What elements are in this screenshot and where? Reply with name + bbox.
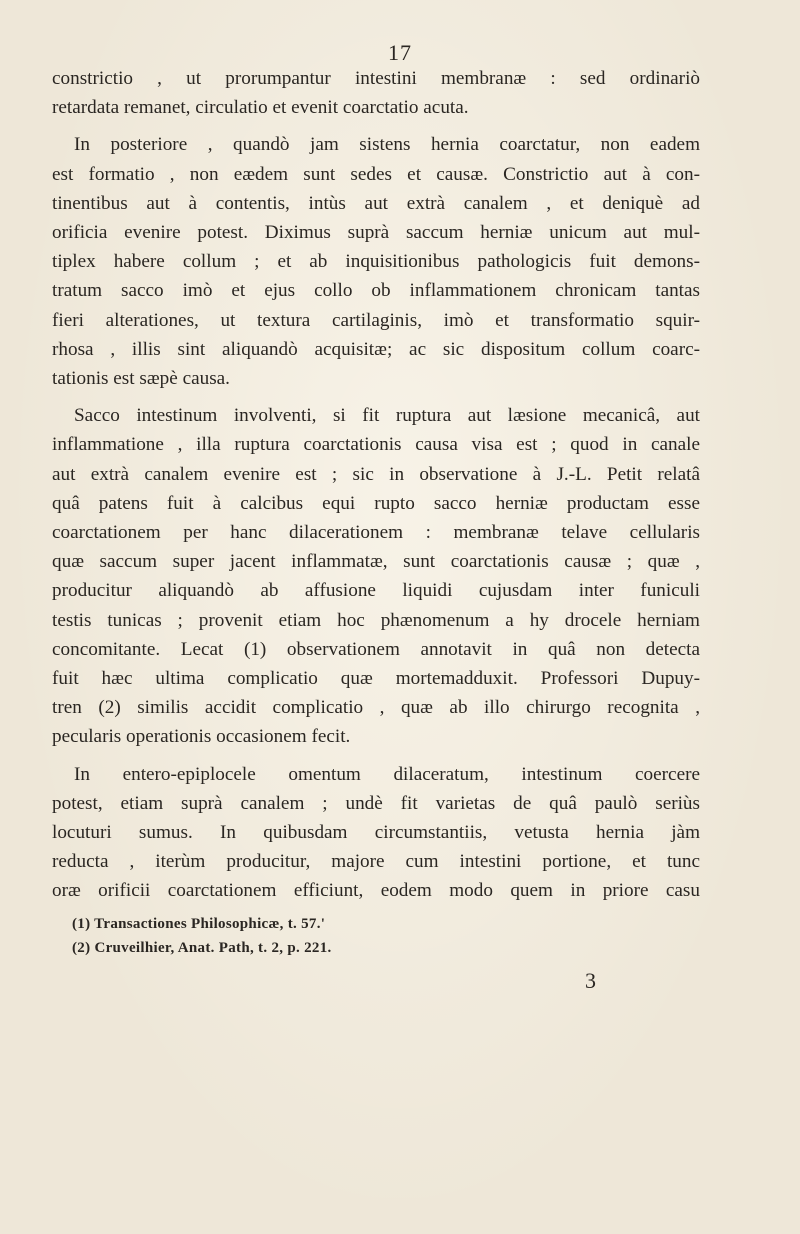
text-line: orificia evenire potest. Diximus suprà saccum herniæ unicum aut mul- — [52, 222, 700, 244]
text-line: Sacco intestinum involventi, si fit ruptura aut læsione mecanicâ, aut — [74, 405, 700, 427]
text-line: fuit hæc ultima complicatio quæ mortemadduxit. Professori Dupuy- — [52, 668, 700, 690]
signature-mark: 3 — [585, 968, 596, 993]
text-line: tinentibus aut à contentis, intùs aut extrà canalem , et deniquè ad — [52, 192, 700, 214]
text-line: quâ patens fuit à calcibus equi rupto sacco herniæ productam esse — [52, 492, 700, 514]
text-line: testis tunicas ; provenit etiam hoc phænomenum a hy drocele herniam — [52, 609, 700, 631]
text-line: rhosa , illis sint aliquandò acquisitæ; ac sic dispositum collum coarc- — [52, 338, 700, 360]
footnotes — [72, 912, 672, 960]
text-line: coarctationem per hanc dilacerationem : membranæ telave cellularis — [52, 522, 700, 544]
paragraph-2 — [52, 130, 700, 393]
footnote-1: (1) Transactiones Philosophicæ, t. 57.' — [72, 916, 326, 932]
text-line: tationis est sæpè causa. — [52, 368, 230, 390]
text-line: potest, etiam suprà canalem ; undè fit varietas de quâ paulò seriùs — [52, 792, 700, 814]
text-line: inflammatione , illa ruptura coarctationis causa visa est ; quod in canale — [52, 434, 700, 456]
page-number: 17 — [388, 40, 412, 65]
text-line: In entero-epiplocele omentum dilaceratum, intestinum coercere — [74, 763, 700, 785]
text-line: reducta , iterùm producitur, majore cum intestini portione, et tunc — [52, 851, 700, 873]
text-line: retardata remanet, circulatio et evenit coarctatio acuta. — [52, 97, 469, 119]
text-line: fieri alterationes, ut textura cartilaginis, imò et transformatio squir- — [52, 309, 700, 331]
paragraph-1 — [52, 64, 700, 122]
text-line: In posteriore , quandò jam sistens hernia coarctatur, non eadem — [74, 134, 700, 156]
text-line: producitur aliquandò ab affusione liquidi cujusdam inter funiculi — [52, 580, 700, 602]
text-line: tratum sacco imò et ejus collo ob inflammationem chronicam tantas — [52, 280, 700, 302]
paragraph-4 — [52, 760, 700, 906]
text-line: tiplex habere collum ; et ab inquisitionibus pathologicis fuit demons- — [52, 251, 700, 273]
footnote-2: (2) Cruveilhier, Anat. Path, t. 2, p. 221. — [72, 940, 332, 956]
text-line: constrictio , ut prorumpantur intestini membranæ : sed ordinariò — [52, 68, 700, 89]
text-line: tren (2) similis accidit complicatio , quæ ab illo chirurgo recognita , — [52, 697, 700, 719]
text-line: pecularis operationis occasionem fecit. — [52, 726, 351, 748]
paragraph-3 — [52, 401, 700, 751]
text-line: locuturi sumus. In quibusdam circumstantiis, vetusta hernia jàm — [52, 822, 700, 844]
text-line: aut extrà canalem evenire est ; sic in observatione à J.-L. Petit relatâ — [52, 463, 700, 485]
text-line: concomitante. Lecat (1) observationem annotavit in quâ non detecta — [52, 638, 700, 660]
text-line: est formatio , non eædem sunt sedes et causæ. Constrictio aut à con- — [52, 163, 700, 185]
text-line: quæ saccum super jacent inflammatæ, sunt coarctationis causæ ; quæ , — [52, 551, 700, 573]
text-line: oræ orificii coarctationem efficiunt, eodem modo quem in priore casu — [52, 880, 700, 902]
body-text — [52, 64, 700, 906]
